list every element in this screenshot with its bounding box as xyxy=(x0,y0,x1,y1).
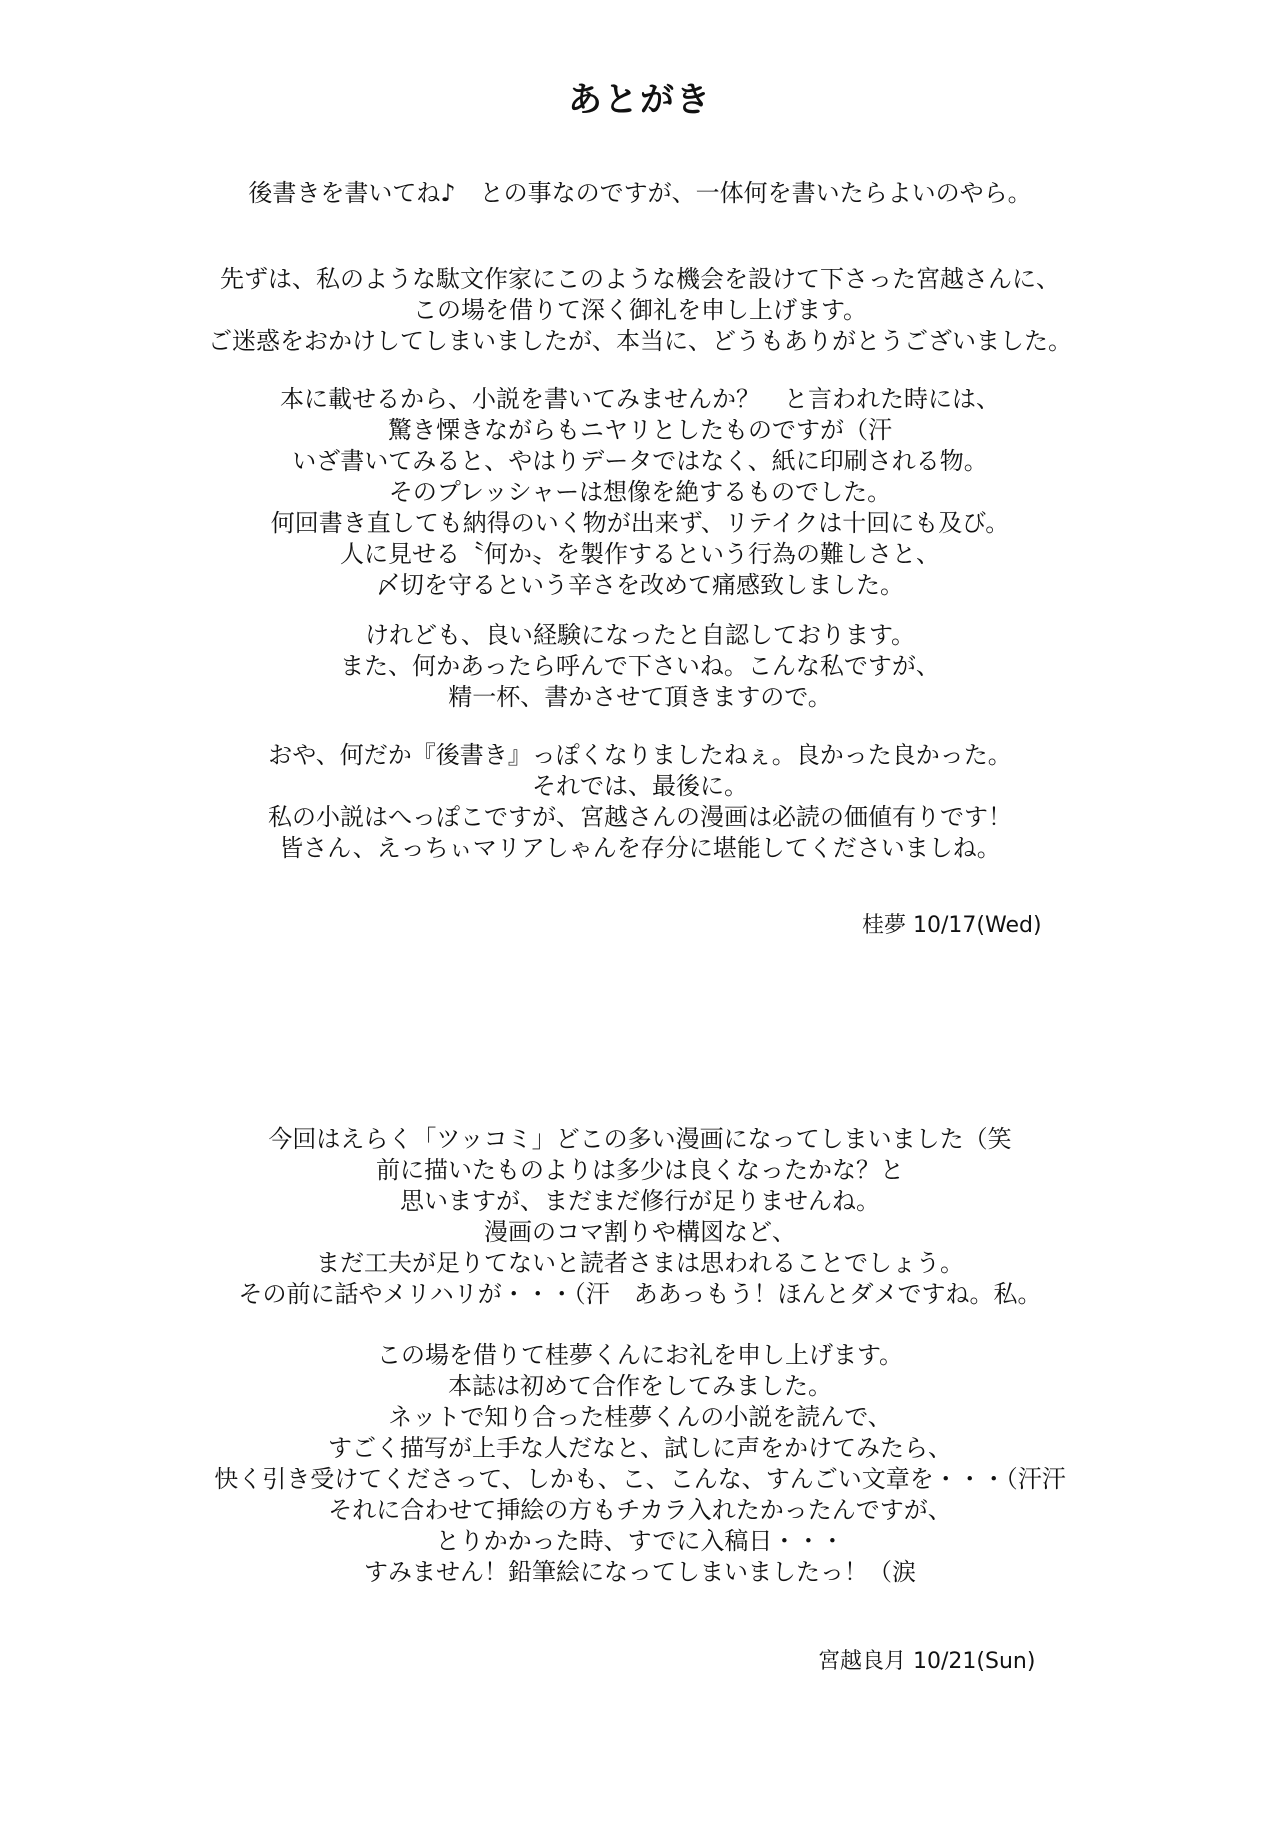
text-line: 漫画のコマ割りや構図など、 xyxy=(484,1218,796,1246)
text-line: ネットで知り合った桂夢くんの小説を読んで、 xyxy=(388,1403,892,1431)
text-line: 今回はえらく「ツッコミ」どこの多い漫画になってしまいました（笑 xyxy=(268,1125,1012,1153)
s1-paragraph-1 xyxy=(140,178,1140,209)
text-line: いざ書いてみると、やはりデータではなく、紙に印刷される物。 xyxy=(292,447,988,475)
text-line: 本誌は初めて合作をしてみました。 xyxy=(448,1372,832,1400)
text-line: その前に話やメリハリが・・・（汗 ああっもう！ほんとダメですね。私。 xyxy=(238,1280,1042,1308)
s1-paragraph-2 xyxy=(140,264,1140,357)
text-line: 後書きを書いてね♪ との事なのですが、一体何を書いたらよいのやら。 xyxy=(248,179,1032,207)
text-line: そのプレッシャーは想像を絶するものでした。 xyxy=(388,478,892,506)
text-line: また、何かあったら呼んで下さいね。こんな私ですが、 xyxy=(340,652,940,680)
s1-paragraph-5 xyxy=(140,740,1140,864)
text-line: 前に描いたものよりは多少は良くなったかな？と xyxy=(376,1156,904,1184)
text-line: それに合わせて挿絵の方もチカラ入れたかったんですが、 xyxy=(328,1496,952,1524)
page-title: あとがき xyxy=(568,80,712,120)
text-line: 驚き慄きながらもニヤリとしたものですが（汗 xyxy=(388,416,892,444)
text-line: おや、何だか『後書き』っぽくなりましたねぇ。良かった良かった。 xyxy=(268,741,1012,769)
text-line: 精一杯、書かさせて頂きますので。 xyxy=(448,683,832,711)
text-line: この場を借りて桂夢くんにお礼を申し上げます。 xyxy=(376,1341,904,1369)
signature-keimu: 桂夢 10/17(Wed) xyxy=(862,913,1042,938)
text-line: それでは、最後に。 xyxy=(532,772,748,800)
text-line: 人に見せる〝何か〟を製作するという行為の難しさと、 xyxy=(340,540,940,568)
signature-miyakoshi: 宮越良月 10/21(Sun) xyxy=(818,1649,1036,1674)
text-line: 皆さん、えっちぃマリアしゃんを存分に堪能してくださいましね。 xyxy=(279,834,1001,862)
text-line: この場を借りて深く御礼を申し上げます。 xyxy=(412,296,868,324)
text-line: 何回書き直しても納得のいく物が出来ず、リテイクは十回にも及び。 xyxy=(270,509,1010,537)
text-line: 〆切を守るという辛さを改めて痛感致しました。 xyxy=(376,571,904,599)
s1-paragraph-3 xyxy=(140,384,1140,601)
text-line: すみません！鉛筆絵になってしまいましたっ！（涙 xyxy=(364,1558,916,1586)
text-line: とりかかった時、すでに入稿日・・・ xyxy=(435,1527,845,1555)
text-line: ご迷惑をおかけしてしまいましたが、本当に、どうもありがとうございました。 xyxy=(208,327,1072,355)
text-line: 私の小説はへっぽこですが、宮越さんの漫画は必読の価値有りです！ xyxy=(268,803,1012,831)
text-line: 思いますが、まだまだ修行が足りませんね。 xyxy=(400,1187,880,1215)
s1-paragraph-4 xyxy=(140,620,1140,713)
text-line: すごく描写が上手な人だなと、試しに声をかけてみたら、 xyxy=(328,1434,952,1462)
text-line: 本に載せるから、小説を書いてみませんか？ と言われた時には、 xyxy=(280,385,1000,413)
s2-paragraph-1 xyxy=(140,1124,1140,1310)
s2-paragraph-2 xyxy=(140,1340,1140,1588)
text-line: けれども、良い経験になったと自認しております。 xyxy=(364,621,916,649)
text-line: 先ずは、私のような駄文作家にこのような機会を設けて下さった宮越さんに、 xyxy=(220,265,1060,293)
text-line: まだ工夫が足りてないと読者さまは思われることでしょう。 xyxy=(316,1249,964,1277)
text-line: 快く引き受けてくださって、しかも、こ、こんな、すんごい文章を・・・（汗汗 xyxy=(214,1465,1066,1493)
